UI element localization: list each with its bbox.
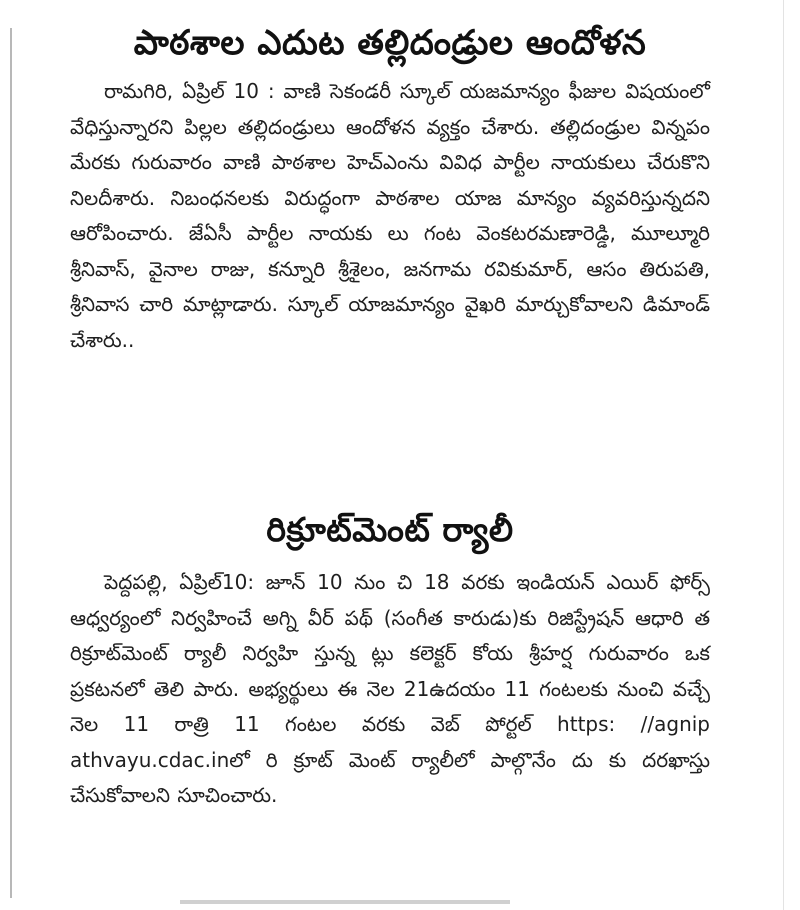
article-recruitment-rally	[70, 505, 710, 814]
headline: రిక్రూట్‌మెంట్ ర్యాలీ	[266, 510, 514, 549]
cut-off-line	[180, 900, 510, 904]
headline: పాఠశాల ఎదుట తల్లిదండ్రుల ఆందోళన	[133, 23, 647, 63]
article-body: రామగిరి, ఏప్రిల్ 10 : వాణి సెకండరీ స్కూల్ యజమాన్యం ఫీజుల విషయంలో వేధిస్తున్నారని పిల్లల తల్లిదండ్రులు ఆందోళన వ్యక్తం చేశారు. తల్లిదండ్రుల విన్నపం మేరకు గురువారం వాణి పాఠశాల హెచ్ఎంను వివిధ పార్టీల నాయకులు చేరుకొని నిలదీశారు. నిబంధనలకు విరుద్ధంగా పాఠశాల యాజ మాన్యం వ్యవరిస్తున్నదని ఆరోపించారు. జేఏసీ పార్టీల నాయకు లు గంట వెంకటరమణారెడ్డి, మూల్మూరి శ్రీనివాస్, వైనాల రాజు, కన్నూరి శ్రీశైలం, జనగామ రవికుమార్, ఆసం తిరుపతి, శ్రీనివాస చారి మాట్లాడారు. స్కూల్ యాజమాన్యం వైఖరి మార్చుకోవాలని డిమాండ్ చేశారు..	[70, 79, 710, 352]
article-body: పెద్దపల్లి, ఏప్రిల్10: జూన్ 10 నుం చి 18 వరకు ఇండియన్ ఎయిర్ ఫోర్స్ ఆధ్వర్యంలో నిర్వహించే అగ్ని వీర్ పథ్ (సంగీత కారుడు)కు రిజిస్ట్రేషన్ ఆధారి త రిక్రూట్‌మెంట్ ర్యాలీ నిర్వహి స్తున్న ట్లు కలెక్టర్ కోయ శ్రీహర్ష గురువారం ఒక ప్రకటనలో తెలి పారు. అభ్యర్థులు ఈ నెల 21ఉదయం 11 గంటలకు నుంచి వచ్చే నెల 11 రాత్రి 11 గంటల వరకు వెబ్ పోర్టల్ https: //agnip athvayu.cdac.inలో రి క్రూట్ మెంట్ ర్యాలీలో పాల్గొనేం దు కు దరఖాస్తు చేసుకోవాలని సూచించారు.	[70, 570, 710, 807]
article-school-protest	[70, 18, 710, 358]
page-edge	[783, 0, 784, 910]
column-rule	[10, 28, 12, 898]
